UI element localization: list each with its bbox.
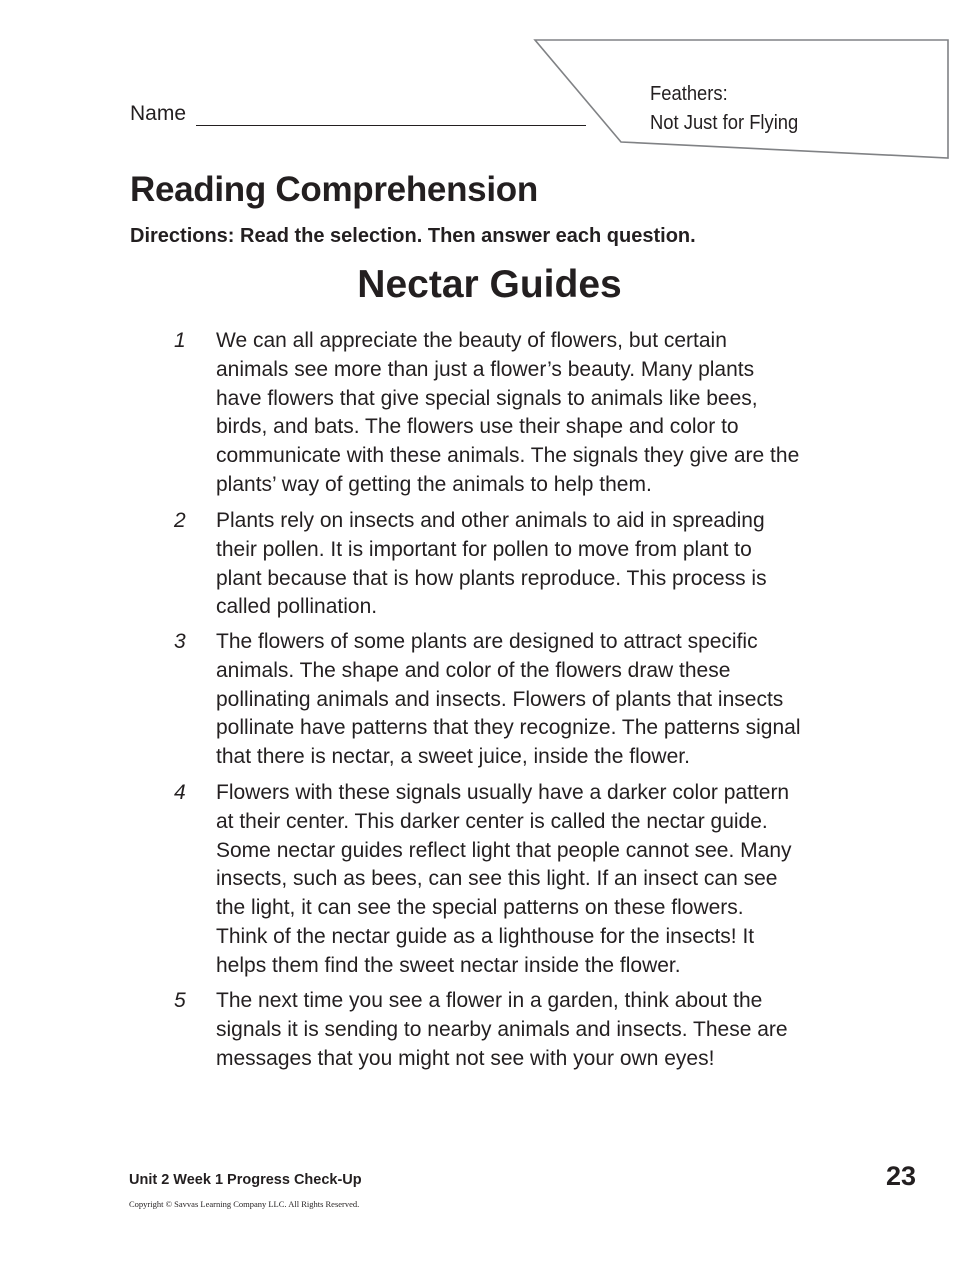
paragraph-number: 2: [174, 509, 186, 532]
directions-text: Directions: Read the selection. Then answer each question.: [130, 225, 696, 247]
paragraph-line: that there is nectar, a sweet juice, inside the flower.: [216, 745, 690, 769]
paragraph-line: messages that you might not see with your own eyes!: [216, 1046, 715, 1070]
paragraph-line: signals it is sending to nearby animals and insects. These are: [216, 1017, 788, 1041]
story-paragraph-1: [174, 327, 856, 500]
paragraph-line: at their center. This darker center is called the nectar guide.: [216, 809, 768, 833]
paragraph-line: We can all appreciate the beauty of flowers, but certain: [216, 329, 727, 352]
paragraph-number: 4: [174, 781, 186, 804]
paragraph-line: Flowers with these signals usually have a darker color pattern: [216, 781, 790, 804]
paragraph-line: plants’ way of getting the animals to help them.: [216, 472, 652, 496]
paragraph-line: Plants rely on insects and other animals to aid in spreading: [216, 509, 765, 532]
story-paragraph-4: [174, 779, 856, 981]
paragraph-line: Some nectar guides reflect light that people cannot see. Many: [216, 838, 792, 862]
paragraph-line: their pollen. It is important for pollen to move from plant to: [216, 537, 752, 561]
footer-unit-label: Unit 2 Week 1 Progress Check-Up: [129, 1172, 362, 1188]
paragraph-line: helps them find the sweet nectar inside the flower.: [216, 953, 681, 977]
paragraph-line: Think of the nectar guide as a lighthouse for the insects! It: [216, 924, 755, 948]
paragraph-number: 5: [174, 989, 186, 1012]
paragraph-line: animals see more than just a flower’s beauty. Many plants: [216, 357, 755, 381]
tab-title-line-2: Not Just for Flying: [650, 112, 799, 134]
tab-title-line-1: Feathers:: [650, 83, 728, 105]
story-title: Nectar Guides: [357, 263, 622, 306]
paragraph-line: called pollination.: [216, 595, 378, 619]
story-paragraph-2: [174, 507, 856, 622]
paragraph-line: animals. The shape and color of the flowers draw these: [216, 658, 731, 682]
paragraph-line: pollinating animals and insects. Flowers of plants that insects: [216, 687, 784, 711]
paragraph-line: pollinate have patterns that they recognize. The patterns signal: [216, 716, 801, 740]
section-title: Reading Comprehension: [130, 170, 538, 209]
page-number: 23: [886, 1161, 917, 1191]
story-paragraph-5: [174, 987, 856, 1073]
name-field[interactable]: [196, 125, 586, 126]
paragraph-number: 1: [174, 329, 186, 352]
name-label: Name: [130, 102, 187, 125]
paragraph-line: The flowers of some plants are designed to attract specific: [216, 630, 758, 653]
paragraph-line: The next time you see a flower in a garden, think about the: [216, 989, 763, 1012]
paragraph-line: have flowers that give special signals to animals like bees,: [216, 386, 758, 410]
paragraph-line: the light, it can see the special patterns on these flowers.: [216, 896, 744, 920]
paragraph-line: insects, such as bees, can see this light. If an insect can see: [216, 867, 778, 891]
paragraph-line: birds, and bats. The flowers use their shape and color to: [216, 415, 739, 439]
paragraph-line: plant because that is how plants reproduce. This process is: [216, 566, 767, 590]
paragraph-number: 3: [174, 630, 186, 653]
story-paragraph-3: [174, 628, 856, 772]
footer-copyright: Copyright © Savvas Learning Company LLC. All Rights Reserved.: [129, 1199, 360, 1209]
paragraph-line: communicate with these animals. The signals they give are the: [216, 444, 800, 468]
